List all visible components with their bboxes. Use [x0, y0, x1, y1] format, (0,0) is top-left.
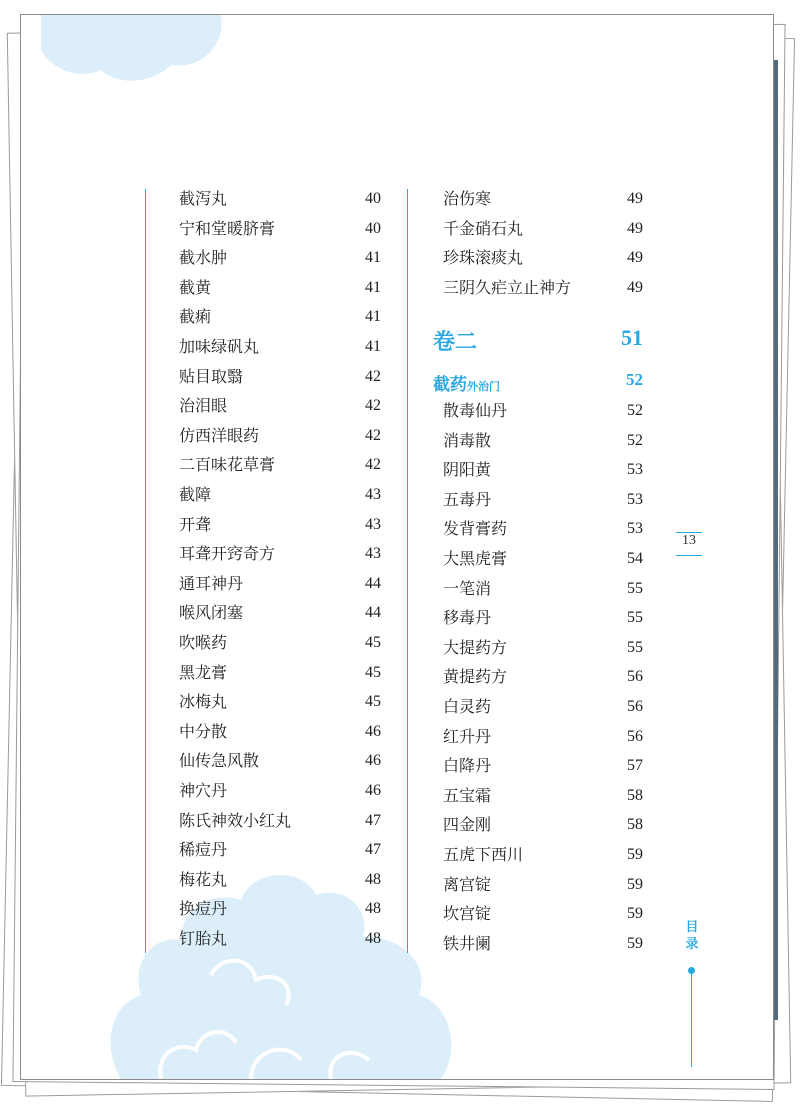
toc-entry[interactable]	[443, 932, 643, 956]
toc-entry-title: 黑龙膏	[179, 662, 228, 682]
toc-entry-title: 四金刚	[443, 815, 492, 835]
toc-entry-page: 53	[627, 461, 643, 479]
toc-entry-page: 41	[365, 308, 381, 326]
toc-entry-page: 57	[627, 757, 643, 775]
toc-entry-title: 换痘丹	[179, 899, 228, 919]
toc-entry-page: 56	[627, 727, 643, 745]
toc-entry-page: 43	[365, 545, 381, 563]
toc-entry-title: 截泻丸	[179, 189, 228, 208]
toc-entry-title: 五毒丹	[443, 489, 492, 509]
toc-entry-page: 42	[365, 456, 381, 474]
toc-entry-page: 53	[627, 490, 643, 508]
toc-entry-title: 大黑虎膏	[443, 549, 508, 568]
toc-entry-title: 稀痘丹	[179, 840, 228, 860]
toc-entry-title: 二百味花草膏	[179, 455, 276, 475]
toc-entry-title: 三阴久疟立止神方	[443, 277, 572, 297]
toc-entry-title: 五宝霜	[443, 785, 492, 805]
toc-entry-title: 大提药方	[443, 637, 508, 657]
toc-entry-title: 一笔消	[443, 578, 492, 598]
toc-entry-title: 移毒丹	[443, 608, 492, 628]
toc-entry-title: 吹喉药	[179, 633, 228, 652]
toc-entry[interactable]	[179, 661, 381, 685]
toc-entry-page: 44	[365, 604, 381, 622]
toc-entry[interactable]	[179, 779, 381, 803]
toc-entry-title: 截黄	[179, 277, 212, 297]
toc-entry[interactable]	[179, 453, 381, 477]
toc-entry[interactable]	[443, 577, 643, 601]
toc-entry-page: 58	[627, 786, 643, 804]
toc-entry-page: 48	[365, 930, 381, 947]
side-label: 目录	[685, 920, 699, 952]
volume-page: 51	[621, 325, 643, 350]
toc-entry[interactable]	[179, 276, 381, 300]
toc-entry-title: 白降丹	[443, 756, 492, 776]
toc-entry[interactable]	[443, 636, 643, 660]
toc-entry[interactable]	[443, 902, 643, 926]
toc-entry-title: 红升丹	[443, 726, 492, 746]
toc-entry-page: 49	[627, 278, 643, 296]
toc-entry-page: 56	[627, 668, 643, 686]
toc-entry-title: 千金硝石丸	[443, 218, 524, 238]
toc-entry-title: 加味绿矾丸	[179, 337, 260, 356]
toc-entry-page: 40	[365, 219, 381, 237]
toc-entry-title: 发背膏药	[443, 519, 508, 539]
toc-entry-title: 坎宫锭	[443, 904, 492, 924]
toc-entry-page: 42	[365, 426, 381, 444]
toc-entry-title: 黄提药方	[443, 667, 508, 687]
toc-entry-title: 消毒散	[443, 430, 492, 450]
toc-entry[interactable]	[179, 335, 381, 359]
toc-entry-title: 冰梅丸	[179, 692, 228, 712]
toc-entry-page: 47	[365, 841, 381, 859]
toc-entry-title: 治伤寒	[443, 189, 492, 208]
toc-entry[interactable]	[443, 488, 643, 512]
toc-entry-title: 截障	[179, 485, 212, 504]
toc-entry-title: 梅花丸	[179, 869, 228, 889]
toc-entry-page: 52	[627, 431, 643, 449]
page-number: 13	[682, 533, 696, 548]
toc-entry-page: 49	[627, 249, 643, 267]
toc-entry[interactable]	[179, 868, 381, 892]
toc-entry-title: 截水肿	[179, 248, 228, 268]
section-page: 52	[626, 370, 643, 389]
toc-entry-title: 白灵药	[443, 697, 492, 716]
toc-entry-page: 43	[365, 486, 381, 503]
toc-entry[interactable]	[179, 513, 381, 537]
right-column-rule	[407, 189, 408, 953]
cloud-decoration-top	[21, 15, 241, 95]
toc-entry-page: 45	[365, 634, 381, 651]
toc-entry[interactable]	[179, 483, 381, 507]
toc-entry-title: 宁和堂暖脐膏	[179, 218, 276, 238]
toc-entry-title: 中分散	[179, 721, 228, 741]
toc-entry[interactable]	[443, 246, 643, 270]
toc-entry[interactable]	[443, 399, 643, 423]
toc-entry-page: 49	[627, 219, 643, 237]
toc-entry[interactable]	[179, 424, 381, 448]
toc-entry[interactable]	[179, 217, 381, 241]
toc-entry[interactable]	[179, 749, 381, 773]
toc-entry[interactable]	[443, 813, 643, 837]
toc-entry[interactable]	[443, 276, 643, 300]
toc-entry-page: 55	[627, 579, 643, 597]
toc-entry-title: 五虎下西川	[443, 845, 524, 864]
toc-entry-title: 治泪眼	[179, 396, 228, 416]
toc-entry[interactable]	[179, 542, 381, 566]
toc-entry[interactable]	[179, 394, 381, 418]
toc-entry-page: 59	[627, 905, 643, 923]
toc-entry-page: 59	[627, 875, 643, 893]
toc-entry-page: 52	[627, 402, 643, 419]
toc-entry-title: 仙传急风散	[179, 751, 260, 771]
toc-entry-page: 47	[365, 811, 381, 829]
toc-entry-title: 珍珠滚痰丸	[443, 248, 524, 268]
toc-entry-title: 散毒仙丹	[443, 401, 508, 420]
toc-entry-title: 钉胎丸	[179, 929, 228, 948]
toc-entry-page: 58	[627, 816, 643, 834]
toc-entry[interactable]	[179, 246, 381, 270]
toc-entry-title: 开聋	[179, 514, 212, 534]
toc-entry-page: 40	[365, 190, 381, 207]
toc-entry-page: 48	[365, 900, 381, 918]
toc-entry[interactable]	[443, 517, 643, 541]
toc-entry-page: 49	[627, 190, 643, 207]
toc-entry-title: 截痢	[179, 307, 212, 327]
toc-entry[interactable]	[443, 665, 643, 689]
toc-entry-title: 仿西洋眼药	[179, 425, 260, 445]
volume-title[interactable]: 卷二	[433, 329, 478, 355]
toc-entry[interactable]	[179, 601, 381, 625]
toc-entry-page: 43	[365, 515, 381, 533]
toc-entry-page: 56	[627, 698, 643, 715]
toc-entry[interactable]	[443, 695, 643, 719]
toc-entry[interactable]	[443, 754, 643, 778]
toc-entry-page: 46	[365, 752, 381, 770]
toc-entry[interactable]	[443, 784, 643, 808]
toc-entry[interactable]	[443, 547, 643, 571]
toc-entry-title: 耳聋开窍奇方	[179, 544, 276, 564]
toc-entry-page: 46	[365, 722, 381, 740]
section-title[interactable]	[433, 370, 500, 395]
toc-entry-page: 41	[365, 278, 381, 296]
toc-entry-page: 59	[627, 846, 643, 863]
toc-entry-page: 48	[365, 870, 381, 888]
toc-entry-page: 46	[365, 782, 381, 799]
toc-entry[interactable]	[179, 838, 381, 862]
toc-entry[interactable]	[443, 217, 643, 241]
toc-entry-page: 59	[627, 934, 643, 952]
toc-entry[interactable]	[179, 720, 381, 744]
toc-entry[interactable]	[443, 187, 643, 211]
toc-entry-page: 45	[365, 663, 381, 681]
toc-entry[interactable]	[443, 606, 643, 630]
toc-entry-page: 54	[627, 550, 643, 567]
section-subtitle: 外治门	[467, 380, 500, 393]
toc-entry-page: 44	[365, 574, 381, 592]
toc-entry[interactable]	[179, 809, 381, 833]
toc-entry-title: 喉风闭塞	[179, 603, 244, 623]
toc-page	[20, 14, 774, 1080]
toc-entry[interactable]	[179, 305, 381, 329]
toc-entry-title: 阴阳黄	[443, 460, 492, 480]
toc-entry-title: 离宫锭	[443, 874, 492, 894]
toc-entry-title: 神穴丹	[179, 781, 228, 800]
toc-entry-page: 55	[627, 609, 643, 627]
toc-entry-title: 通耳神丹	[179, 573, 244, 593]
toc-entry-title: 贴目取翳	[179, 366, 244, 386]
section-title-main: 截药	[433, 375, 467, 395]
toc-entry[interactable]	[179, 572, 381, 596]
toc-entry[interactable]	[443, 429, 643, 453]
toc-entry-title: 铁井阑	[443, 933, 492, 953]
toc-entry[interactable]	[179, 187, 381, 211]
toc-entry[interactable]	[179, 690, 381, 714]
page-number-bottom-rule	[676, 555, 702, 556]
toc-entry[interactable]	[443, 873, 643, 897]
toc-entry-page: 45	[365, 693, 381, 711]
toc-entry-page: 42	[365, 367, 381, 385]
toc-entry-title: 陈氏神效小红丸	[179, 810, 292, 830]
toc-entry[interactable]	[179, 927, 381, 951]
toc-entry-page: 42	[365, 397, 381, 415]
toc-entry[interactable]	[443, 843, 643, 867]
toc-entry[interactable]	[443, 458, 643, 482]
left-column-rule	[145, 189, 146, 953]
side-rule	[691, 973, 692, 1067]
toc-entry-page: 53	[627, 520, 643, 538]
toc-entry-page: 41	[365, 338, 381, 355]
side-dot	[688, 967, 695, 974]
toc-entry[interactable]	[179, 897, 381, 921]
toc-entry[interactable]	[179, 631, 381, 655]
toc-entry-page: 41	[365, 249, 381, 267]
toc-entry[interactable]	[179, 365, 381, 389]
toc-entry-page: 55	[627, 638, 643, 656]
toc-entry[interactable]	[443, 725, 643, 749]
